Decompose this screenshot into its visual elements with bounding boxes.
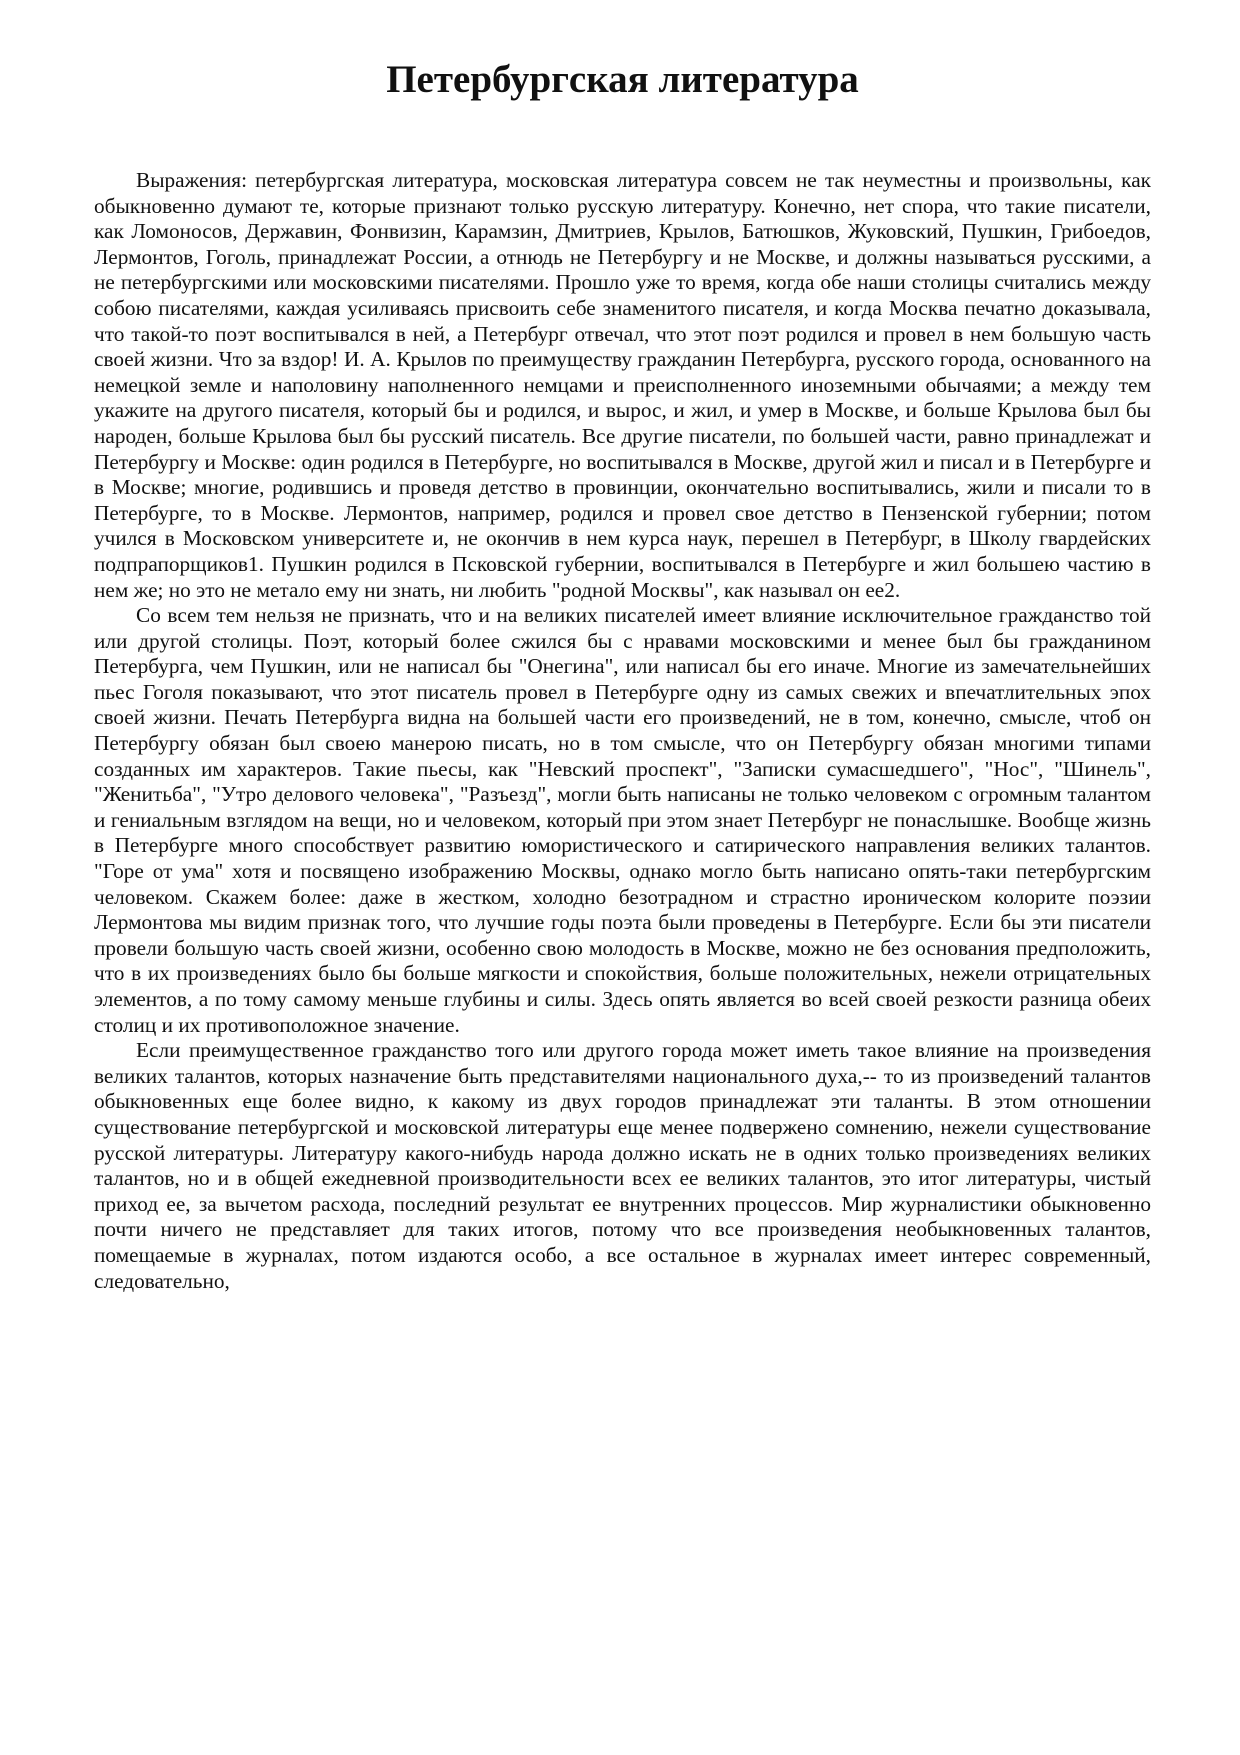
document-title: Петербургская литература bbox=[386, 58, 859, 101]
paragraph-3: Если преимущественное гражданство того или другого города может иметь такое влияние на произведения великих талантов, которых назначение быть представителями национального духа,-- то из произведений талантов обыкновенных еще более видно, к какому из двух городов принадлежат эти таланты. В этом отношении существование петербургской и московской литературы еще менее подвержено сомнению, нежели существование русской литературы. Литературу какого-нибудь народа должно искать не в одних только произведениях великих талантов, но и в общей ежедневной производительности всех ее великих талантов, это итог литературы, чистый приход ее, за вычетом расхода, последний результат ее внутренних процессов. Мир журналистики обыкновенно почти ничего не представляет для таких итогов, потому что все произведения необыкновенных талантов, помещаемые в журналах, потом издаются особо, а все остальное в журналах имеет интерес современный, следовательно, bbox=[94, 1038, 1151, 1293]
paragraph-1: Выражения: петербургская литература, московская литература совсем не так неуместны и произвольны, как обыкновенно думают те, которые признают только русскую литературу. Конечно, нет спора, что такие писатели, как Ломоносов, Державин, Фонвизин, Карамзин, Дмитриев, Крылов, Батюшков, Жуковский, Пушкин, Грибоедов, Лермонтов, Гоголь, принадлежат России, а отнюдь не Петербургу и не Москве, и должны называться русскими, а не петербургскими или московскими писателями. Прошло уже то время, когда обе наши столицы считались между собою писателями, каждая усиливаясь присвоить себе знаменитого писателя, и когда Москва печатно доказывала, что такой-то поэт воспитывался в ней, а Петербург отвечал, что этот поэт родился и провел в нем большую часть своей жизни. Что за вздор! И. А. Крылов по преимуществу гражданин Петербурга, русского города, основанного на немецкой земле и наполовину наполненного немцами и преисполненного иноземными обычаями; а между тем укажите на другого писателя, который бы и родился, и вырос, и жил, и умер в Москве, и больше Крылова был бы народен, больше Крылова был бы русский писатель. Все другие писатели, по большей части, равно принадлежат и Петербургу и Москве: один родился в Петербурге, но воспитывался в Москве, другой жил и писал и в Петербурге и в Москве; многие, родившись и проведя детство в провинции, окончательно воспитывались, жили и писали то в Петербурге, то в Москве. Лермонтов, например, родился и провел свое детство в Пензенской губернии; потом учился в Московском университете и, не окончив в нем курса наук, перешел в Петербург, в Школу гвардейских подпрапорщиков1. Пушкин родился в Псковской губернии, воспитывался в Петербурге и жил большею частию в нем же; но это не метало ему ни знать, ни любить "родной Москвы", как называл он ее2. bbox=[94, 168, 1151, 602]
paragraph-2: Со всем тем нельзя не признать, что и на великих писателей имеет влияние исключительное гражданство той или другой столицы. Поэт, который более сжился бы с нравами московскими и менее был бы гражданином Петербурга, чем Пушкин, или не написал бы "Онегина", или написал бы его иначе. Многие из замечательнейших пьес Гоголя показывают, что этот писатель провел в Петербурге одну из самых свежих и впечатлительных эпох своей жизни. Печать Петербурга видна на большей части его произведений, не в том, конечно, смысле, чтоб он Петербургу обязан был своею манерою писать, но в том смысле, что он Петербургу обязан многими типами созданных им характеров. Такие пьесы, как "Невский проспект", "Записки сумасшедшего", "Нос", "Шинель", "Женитьба", "Утро делового человека", "Разъезд", могли быть написаны не только человеком с огромным талантом и гениальным взглядом на вещи, но и человеком, который при этом знает Петербург не понаслышке. Вообще жизнь в Петербурге много способствует развитию юмористического и сатирического направления великих талантов. "Горе от ума" хотя и посвящено изображению Москвы, однако могло быть написано опять-таки петербургским человеком. Скажем более: даже в жестком, холодно безотрадном и страстно ироническом колорите поэзии Лермонтова мы видим признак того, что лучшие годы поэта были проведены в Петербурге. Если бы эти писатели провели большую часть своей жизни, особенно свою молодость в Москве, можно не без основания предположить, что в их произведениях было бы больше мягкости и спокойствия, больше положительных, нежели отрицательных элементов, а по тому самому меньше глубины и силы. Здесь опять является во всей своей резкости разница обеих столиц и их противоположное значение. bbox=[94, 603, 1151, 1037]
